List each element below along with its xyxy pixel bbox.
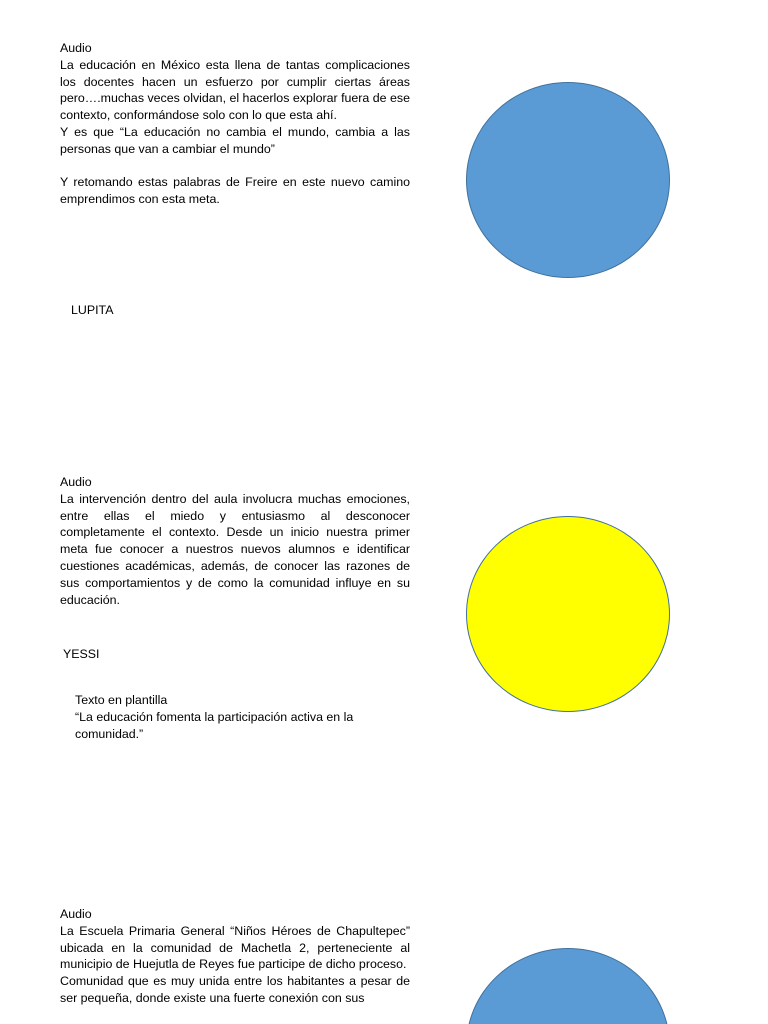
template-text-quote: “La educación fomenta la participación activa en la comunidad.” [75,709,354,741]
section-3-paragraph-1: La Escuela Primaria General “Niños Héroes de Chapultepec” ubicada en la comunidad de Machetla 2, perteneciente al municipio de Huejutla de Reyes fue participe de dicho proceso. [60,923,410,972]
section-1-spacer [60,158,410,175]
section-1-name-lupita: LUPITA [71,303,114,317]
section-3-paragraph-2: Comunidad que es muy unida entre los habitantes a pesar de ser pequeña, donde existe una fuerte conexión con sus [60,974,410,1005]
blue-circle-shape [466,82,670,278]
section-2-text [60,474,410,608]
yellow-circle-shape [466,516,670,712]
section-1-heading: Audio [60,41,92,55]
section-2-heading: Audio [60,475,92,489]
section-1-text [60,40,410,208]
template-text-box [75,692,375,742]
blue-circle-shape-bottom [466,948,670,1024]
section-1-paragraph-1: La educación en México esta llena de tantas complicaciones los docentes hacen un esfuerzo por cumplir ciertas áreas pero….muchas veces olvidan, el hacerlos explorar fuera de ese contexto, conformándose solo con lo que esta ahí. [60,57,410,123]
section-3-text [60,906,410,1007]
section-3-heading: Audio [60,907,92,921]
section-1-paragraph-2: Y es que “La educación no cambia el mundo, cambia a las personas que van a cambiar el mundo” [60,124,410,156]
section-2-paragraph-1: La intervención dentro del aula involucra muchas emociones, entre ellas el miedo y entusiasmo al desconocer completamente el contexto. Desde un inicio nuestra primer meta fue conocer a nuestros nuevos alumnos e identificar cuestiones académicas, además, de conocer las razones de sus comportamientos y de como la comunidad influye en su educación. [60,491,410,607]
section-1-paragraph-3: Y retomando estas palabras de Freire en este nuevo camino emprendimos con esta meta. [60,175,410,207]
section-2-name-yessi: YESSI [63,647,100,661]
template-text-label: Texto en plantilla [75,693,168,707]
